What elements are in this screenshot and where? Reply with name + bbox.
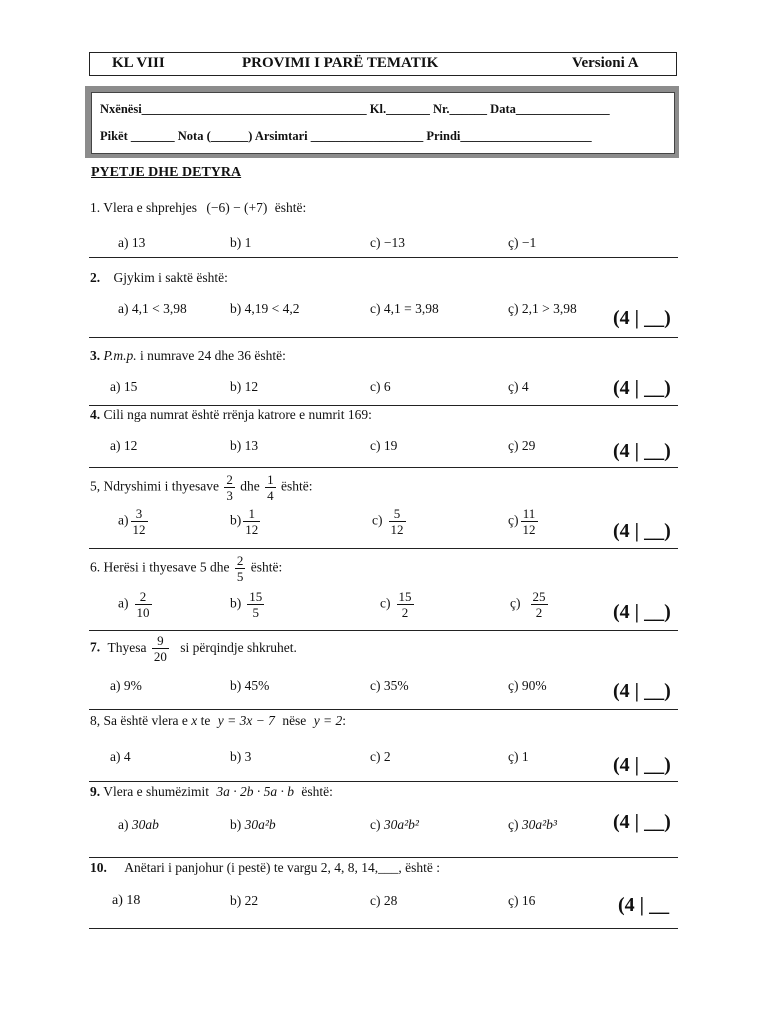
q1-option-a[interactable]: a) 13 bbox=[118, 235, 146, 250]
q1-option-b[interactable]: b) 1 bbox=[230, 235, 252, 250]
q5-option-b[interactable]: b) $\frac{1}{12}$ bbox=[230, 506, 259, 537]
student-info-line-1: Nxënësi____________________________________ Kl._______ Nr.______ Data_______________ bbox=[100, 102, 610, 116]
divider bbox=[89, 405, 678, 406]
question-10-number: 10. bbox=[90, 860, 107, 875]
question-2 bbox=[90, 270, 228, 286]
score-box: (4 | __ bbox=[618, 894, 670, 916]
q2-option-a[interactable]: a) 4,1 < 3,98 bbox=[118, 301, 187, 316]
question-8-text: 8, Sa është vlera e bbox=[90, 713, 188, 728]
question-1-text: 1. Vlera e shprehjes bbox=[90, 200, 197, 215]
question-6 bbox=[90, 553, 282, 584]
q4-option-c[interactable]: c) 19 bbox=[370, 438, 398, 453]
q9-option-a[interactable]: a) 30ab bbox=[118, 817, 159, 832]
q10-option-a[interactable]: a) 18 bbox=[112, 893, 141, 908]
score-box: (4 | __) bbox=[613, 601, 671, 623]
question-5-fraction-1: $\frac{2}{3}$ bbox=[226, 472, 233, 503]
question-6-fraction: $\frac{2}{5}$ bbox=[236, 553, 244, 584]
divider bbox=[89, 630, 678, 631]
question-2-text: Gjykim i saktë është: bbox=[113, 270, 228, 285]
exam-header bbox=[89, 52, 677, 76]
q5-option-a[interactable]: a) $\frac{3}{12}$ bbox=[118, 506, 146, 537]
question-4 bbox=[90, 407, 372, 423]
score-box: (4 | __) bbox=[613, 440, 671, 462]
q4-option-b[interactable]: b) 13 bbox=[230, 438, 259, 453]
question-7-text: Thyesa bbox=[107, 639, 147, 655]
q1-option-d[interactable]: ç) −1 bbox=[508, 235, 537, 250]
question-8-colon: : bbox=[342, 713, 347, 728]
score-box: (4 | __) bbox=[613, 307, 671, 329]
question-7-fraction: $\frac{9}{20}$ bbox=[153, 633, 167, 664]
question-8-te: te bbox=[200, 713, 211, 728]
divider bbox=[89, 467, 678, 468]
question-5-and: dhe bbox=[240, 478, 260, 494]
question-3-text: i numrave 24 dhe 36 është: bbox=[140, 348, 286, 363]
student-info-line-2: Pikët _______ Nota (______) Arsimtari __________________ Prindi_____________________ bbox=[100, 129, 592, 143]
q4-option-d[interactable]: ç) 29 bbox=[508, 438, 536, 453]
question-9-expression: 3a · 2b · 5a · b bbox=[216, 784, 294, 799]
q2-option-c[interactable]: c) 4,1 = 3,98 bbox=[370, 301, 439, 316]
score-box: (4 | __) bbox=[613, 754, 671, 776]
question-5-fraction-2: $\frac{1}{4}$ bbox=[267, 472, 274, 503]
divider bbox=[89, 257, 678, 258]
student-info-box bbox=[91, 92, 675, 154]
question-9-number: 9. bbox=[90, 784, 101, 799]
score-box: (4 | __) bbox=[613, 811, 671, 833]
version-label: Versioni A bbox=[572, 55, 639, 71]
exam-title: PROVIMI I PARË TEMATIK bbox=[242, 55, 439, 71]
section-title: PYETJE DHE DETYRA bbox=[91, 165, 242, 180]
q10-option-b[interactable]: b) 22 bbox=[230, 893, 259, 908]
question-2-number: 2. bbox=[90, 270, 101, 285]
q7-option-b[interactable]: b) 45% bbox=[230, 678, 270, 693]
question-4-text: Cili nga numrat është rrënja katrore e numrit 169: bbox=[103, 407, 372, 422]
question-3-abbrev: P.m.p. bbox=[103, 348, 137, 363]
question-7 bbox=[90, 633, 297, 664]
q8-option-a[interactable]: a) 4 bbox=[110, 749, 131, 764]
q6-option-c[interactable]: c) $\frac{15}{2}$ bbox=[380, 589, 412, 620]
q9-option-d[interactable]: ç) 30a²b³ bbox=[508, 817, 557, 832]
q7-option-d[interactable]: ç) 90% bbox=[508, 678, 547, 693]
question-9-text: Vlera e shumëzimit bbox=[103, 784, 209, 799]
q7-option-a[interactable]: a) 9% bbox=[110, 678, 142, 693]
q3-option-d[interactable]: ç) 4 bbox=[508, 379, 529, 394]
q6-option-a[interactable]: a) $\frac{2}{10}$ bbox=[118, 589, 150, 620]
question-4-number: 4. bbox=[90, 407, 101, 422]
question-9 bbox=[90, 784, 333, 800]
question-3 bbox=[90, 348, 286, 364]
question-1-tail: është: bbox=[274, 200, 307, 215]
score-box: (4 | __) bbox=[613, 377, 671, 399]
question-8-equation: y = 3x − 7 bbox=[217, 713, 275, 728]
divider bbox=[89, 709, 678, 710]
question-7-tail: si përqindje shkruhet. bbox=[180, 639, 297, 655]
question-8-variable: x bbox=[191, 713, 198, 728]
q9-option-c[interactable]: c) 30a²b² bbox=[370, 817, 419, 832]
question-10-text: Anëtari i panjohur (i pestë) te vargu 2, 4, 8, 14,___, është : bbox=[124, 860, 441, 875]
divider bbox=[89, 857, 678, 858]
question-8 bbox=[90, 713, 346, 729]
question-1 bbox=[90, 200, 306, 216]
question-1-expression: (−6) − (+7) bbox=[206, 200, 268, 215]
score-box: (4 | __) bbox=[613, 520, 671, 542]
q2-option-d[interactable]: ç) 2,1 > 3,98 bbox=[508, 301, 577, 316]
q5-option-c[interactable]: c) $\frac{5}{12}$ bbox=[372, 506, 404, 537]
q3-option-a[interactable]: a) 15 bbox=[110, 379, 138, 394]
q1-option-c[interactable]: c) −13 bbox=[370, 235, 405, 250]
q8-option-b[interactable]: b) 3 bbox=[230, 749, 252, 764]
question-6-tail: është: bbox=[250, 559, 283, 575]
q9-option-b[interactable]: b) 30a²b bbox=[230, 817, 276, 832]
question-5 bbox=[90, 472, 312, 503]
q8-option-d[interactable]: ç) 1 bbox=[508, 749, 529, 764]
q8-option-c[interactable]: c) 2 bbox=[370, 749, 391, 764]
question-7-number: 7. bbox=[90, 639, 101, 655]
question-3-number: 3. bbox=[90, 348, 101, 363]
q2-option-b[interactable]: b) 4,19 < 4,2 bbox=[230, 301, 300, 316]
question-5-tail: është: bbox=[280, 478, 313, 494]
divider bbox=[89, 928, 678, 929]
q7-option-c[interactable]: c) 35% bbox=[370, 678, 409, 693]
question-8-if: nëse bbox=[282, 713, 307, 728]
q4-option-a[interactable]: a) 12 bbox=[110, 438, 138, 453]
q6-option-d[interactable]: ç) $\frac{25}{2}$ bbox=[510, 589, 546, 620]
divider bbox=[89, 337, 678, 338]
score-box: (4 | __) bbox=[613, 680, 671, 702]
q10-option-d[interactable]: ç) 16 bbox=[508, 893, 536, 908]
question-5-text: 5, Ndryshimi i thyesave bbox=[90, 478, 219, 494]
question-9-tail: është: bbox=[301, 784, 333, 799]
question-8-condition: y = 2 bbox=[313, 713, 343, 728]
q5-option-d[interactable]: ç) $\frac{11}{12}$ bbox=[508, 506, 536, 537]
q3-option-c[interactable]: c) 6 bbox=[370, 379, 391, 394]
grade-label: KL VIII bbox=[112, 55, 165, 71]
question-6-text: 6. Herësi i thyesave 5 dhe bbox=[90, 559, 230, 575]
divider bbox=[89, 548, 678, 549]
divider bbox=[89, 781, 678, 782]
q10-option-c[interactable]: c) 28 bbox=[370, 893, 398, 908]
q3-option-b[interactable]: b) 12 bbox=[230, 379, 259, 394]
question-10 bbox=[90, 860, 440, 876]
q6-option-b[interactable]: b) $\frac{15}{5}$ bbox=[230, 589, 263, 620]
